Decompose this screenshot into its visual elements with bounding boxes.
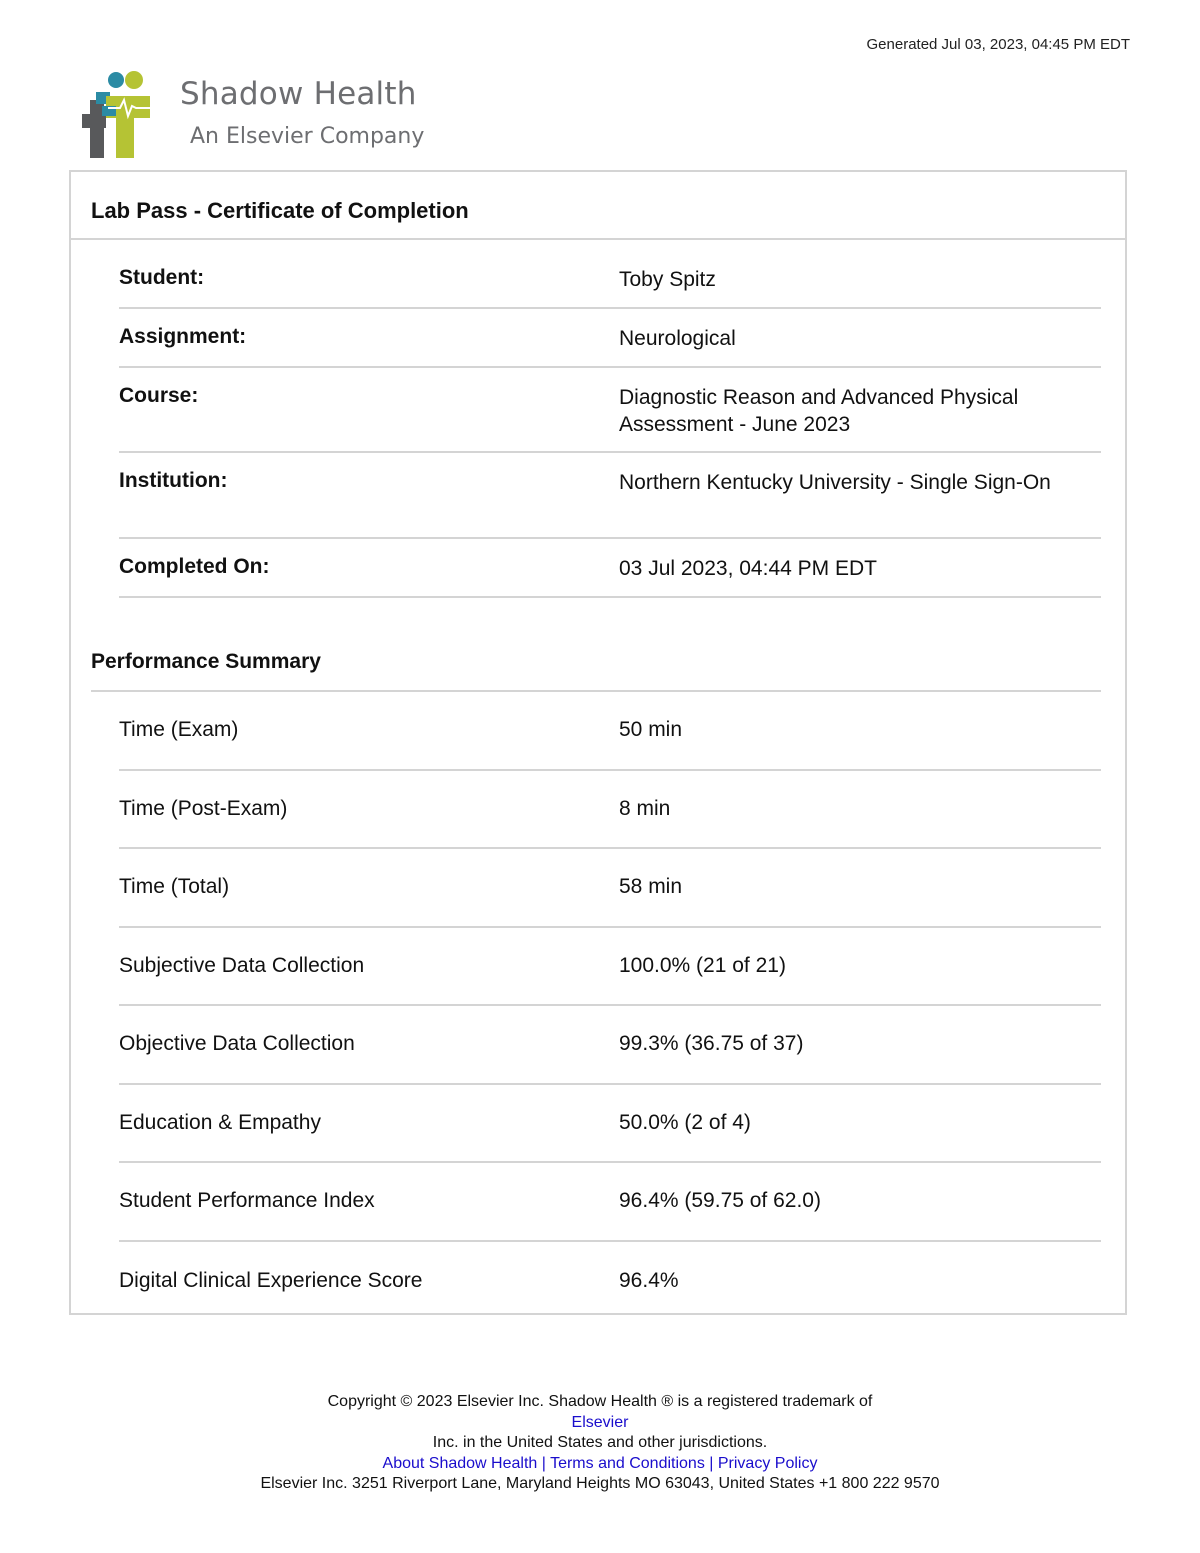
generated-timestamp: Generated Jul 03, 2023, 04:45 PM EDT xyxy=(866,36,1130,53)
performance-row xyxy=(119,849,1101,928)
footer-links xyxy=(0,1454,1200,1475)
performance-row xyxy=(119,1006,1101,1085)
performance-value: 96.4% xyxy=(619,1268,679,1292)
performance-value: 50 min xyxy=(619,718,683,742)
performance-row xyxy=(119,1085,1101,1164)
performance-value: 100.0% (21 of 21) xyxy=(619,953,786,977)
info-row-institution xyxy=(119,453,1101,539)
performance-label: Time (Exam) xyxy=(119,718,239,742)
performance-label: Time (Post-Exam) xyxy=(119,796,288,820)
performance-label: Student Performance Index xyxy=(119,1189,375,1213)
performance-value: 96.4% (59.75 of 62.0) xyxy=(619,1189,821,1213)
performance-label: Subjective Data Collection xyxy=(119,953,365,977)
certificate-card xyxy=(69,170,1127,1315)
info-label: Student: xyxy=(119,266,205,289)
performance-label: Education & Empathy xyxy=(119,1110,321,1134)
performance-value: 99.3% (36.75 of 37) xyxy=(619,1032,804,1056)
performance-row xyxy=(119,771,1101,850)
info-row-course xyxy=(119,368,1101,453)
terms-link[interactable]: Terms and Conditions xyxy=(550,1454,705,1472)
info-value: 03 Jul 2023, 04:44 PM EDT xyxy=(619,557,877,580)
page-footer xyxy=(0,1392,1200,1495)
info-value: Northern Kentucky University - Single Sign-On xyxy=(619,471,1051,494)
performance-row xyxy=(119,1242,1101,1321)
link-separator: | xyxy=(537,1454,551,1472)
info-row-completed-on xyxy=(119,539,1101,598)
info-value: Neurological xyxy=(619,327,736,350)
performance-row xyxy=(119,1163,1101,1242)
privacy-policy-link[interactable]: Privacy Policy xyxy=(717,1454,818,1472)
student-info-list xyxy=(119,240,1101,598)
performance-label: Objective Data Collection xyxy=(119,1032,355,1056)
jurisdiction-text: Inc. in the United States and other jurisdictions. xyxy=(432,1434,768,1451)
address-text: Elsevier Inc. 3251 Riverport Lane, Maryland Heights MO 63043, United States +1 800 222 9570 xyxy=(260,1475,940,1492)
logo-subtitle: An Elsevier Company xyxy=(190,124,425,149)
performance-value: 50.0% (2 of 4) xyxy=(619,1110,751,1134)
performance-value: 8 min xyxy=(619,796,671,820)
info-label: Institution: xyxy=(119,469,228,492)
performance-label: Digital Clinical Experience Score xyxy=(119,1268,423,1292)
info-label: Assignment: xyxy=(119,325,247,348)
link-separator: | xyxy=(704,1454,718,1472)
logo-title: Shadow Health xyxy=(180,76,417,112)
info-row-assignment xyxy=(119,309,1101,368)
info-value: Toby Spitz xyxy=(619,268,716,291)
performance-label: Time (Total) xyxy=(119,875,230,899)
performance-summary-title: Performance Summary xyxy=(91,650,321,673)
performance-row xyxy=(119,928,1101,1007)
elsevier-link[interactable]: Elsevier xyxy=(571,1413,629,1431)
copyright-text: Copyright © 2023 Elsevier Inc. Shadow Health ® is a registered trademark of xyxy=(327,1393,873,1410)
shadow-health-logo xyxy=(80,70,460,160)
certificate-title: Lab Pass - Certificate of Completion xyxy=(71,172,1125,240)
info-row-student xyxy=(119,240,1101,309)
performance-list xyxy=(119,692,1101,1320)
performance-row xyxy=(119,692,1101,771)
info-label: Course: xyxy=(119,384,199,407)
shadow-health-logo-icon xyxy=(80,70,176,160)
info-value: Diagnostic Reason and Advanced Physical Assessment - June 2023 xyxy=(619,386,1019,436)
performance-value: 58 min xyxy=(619,875,683,899)
about-shadow-health-link[interactable]: About Shadow Health xyxy=(382,1454,538,1472)
info-label: Completed On: xyxy=(119,555,270,578)
